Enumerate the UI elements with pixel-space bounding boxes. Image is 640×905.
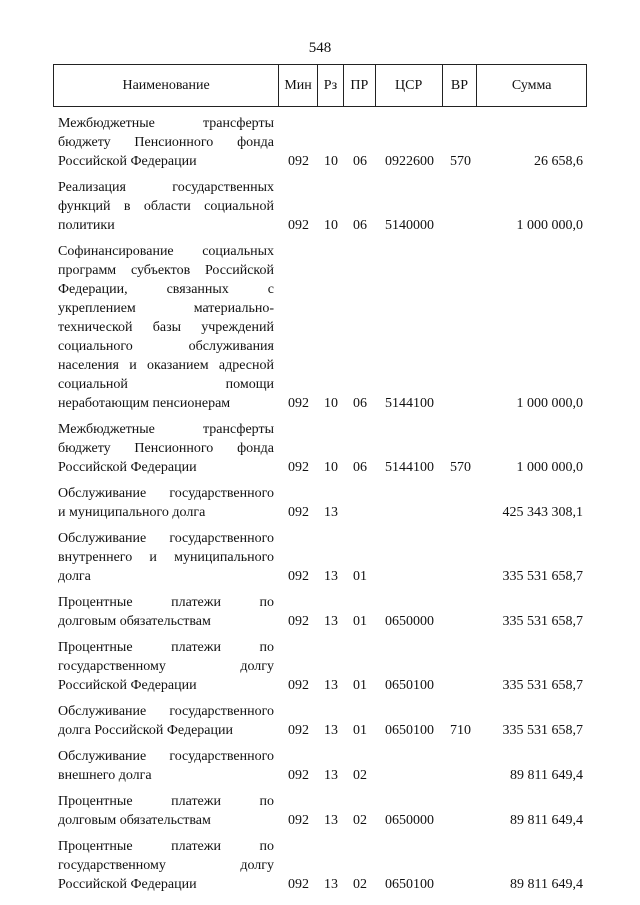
row-name-line: Софинансирование социальных [58, 244, 274, 259]
row-name-line: государственному долгу [58, 659, 274, 674]
table-body [53, 114, 587, 894]
row-csr: 0650100 [385, 723, 434, 738]
row-sum: 1 000 000,0 [516, 396, 583, 411]
table-row [53, 529, 587, 586]
row-rz: 13 [324, 723, 338, 738]
row-pr: 06 [353, 396, 367, 411]
table-row [53, 702, 587, 740]
row-rz: 13 [324, 877, 338, 892]
row-pr: 02 [353, 877, 367, 892]
row-pr: 06 [353, 154, 367, 169]
row-name-line: Процентные платежи по [58, 839, 274, 854]
row-csr: 0650100 [385, 678, 434, 693]
row-vr: 710 [450, 723, 471, 738]
row-csr: 5144100 [385, 460, 434, 475]
row-name-line: Обслуживание государственного [58, 486, 274, 501]
row-min: 092 [288, 768, 309, 783]
row-sum: 89 811 649,4 [510, 877, 583, 892]
row-rz: 13 [324, 569, 338, 584]
row-name [53, 837, 279, 894]
row-name-line: Процентные платежи по [58, 640, 274, 655]
row-name-line: неработающим пенсионерам [58, 396, 231, 411]
row-min: 092 [288, 813, 309, 828]
row-name [53, 638, 279, 695]
row-rz: 13 [324, 614, 338, 629]
table-row [53, 792, 587, 830]
header-name: Наименование [54, 65, 279, 106]
row-rz: 13 [324, 505, 338, 520]
row-name-line: долга [58, 569, 91, 584]
row-name [53, 792, 279, 830]
row-pr: 01 [353, 723, 367, 738]
row-rz: 10 [324, 154, 338, 169]
row-name-line: Обслуживание государственного [58, 749, 274, 764]
row-rz: 13 [324, 813, 338, 828]
header-sum: Сумма [511, 77, 552, 93]
header-csr: ЦСР [376, 65, 443, 106]
row-name-line: технической базы учреждений [58, 320, 274, 335]
row-name-line: внешнего долга [58, 768, 152, 783]
row-sum: 1 000 000,0 [516, 218, 583, 233]
row-pr: 02 [353, 768, 367, 783]
row-name-line: социального обслуживания [58, 339, 274, 354]
row-sum: 1 000 000,0 [516, 460, 583, 475]
row-name-line: бюджету Пенсионного фонда [58, 135, 274, 150]
header-min: Мин [279, 65, 318, 106]
row-name-line: Российской Федерации [58, 154, 197, 169]
table-row [53, 484, 587, 522]
row-rz: 10 [324, 460, 338, 475]
table-row [53, 420, 587, 477]
row-sum: 335 531 658,7 [502, 569, 583, 584]
row-min: 092 [288, 154, 309, 169]
row-pr: 01 [353, 569, 367, 584]
header-rz: Рз [318, 65, 344, 106]
row-name [53, 484, 279, 522]
row-name [53, 178, 279, 235]
row-name [53, 242, 279, 413]
row-name [53, 420, 279, 477]
row-pr: 02 [353, 813, 367, 828]
row-name-line: политики [58, 218, 115, 233]
row-name [53, 529, 279, 586]
row-rz: 10 [324, 396, 338, 411]
row-name-line: долговым обязательствам [58, 614, 211, 629]
row-name [53, 702, 279, 740]
row-csr: 0650000 [385, 813, 434, 828]
row-min: 092 [288, 877, 309, 892]
row-csr: 5140000 [385, 218, 434, 233]
row-name-line: бюджету Пенсионного фонда [58, 441, 274, 456]
row-name-line: и муниципального долга [58, 505, 206, 520]
row-name-line: Российской Федерации [58, 678, 197, 693]
row-name-line: Федерации, связанных с [58, 282, 274, 297]
row-min: 092 [288, 678, 309, 693]
table-row [53, 747, 587, 785]
row-name-line: Обслуживание государственного [58, 531, 274, 546]
row-min: 092 [288, 723, 309, 738]
row-csr: 0650000 [385, 614, 434, 629]
row-vr: 570 [450, 460, 471, 475]
row-min: 092 [288, 396, 309, 411]
row-name-line: Межбюджетные трансферты [58, 116, 274, 131]
row-name-line: укреплением материально- [58, 301, 274, 316]
row-name [53, 747, 279, 785]
table-row [53, 837, 587, 894]
row-csr: 0922600 [385, 154, 434, 169]
row-name-line: Межбюджетные трансферты [58, 422, 274, 437]
table-row [53, 638, 587, 695]
row-rz: 10 [324, 218, 338, 233]
row-sum: 425 343 308,1 [502, 505, 583, 520]
row-name-line: долга Российской Федерации [58, 723, 233, 738]
row-name-line: программ субъектов Российской [58, 263, 274, 278]
table-row [53, 114, 587, 171]
row-min: 092 [288, 505, 309, 520]
row-csr: 0650100 [385, 877, 434, 892]
row-rz: 13 [324, 678, 338, 693]
row-name-line: государственному долгу [58, 858, 274, 873]
header-vr: ВР [443, 65, 478, 106]
row-sum: 335 531 658,7 [502, 678, 583, 693]
row-vr: 570 [450, 154, 471, 169]
row-name-line: Реализация государственных [58, 180, 274, 195]
row-rz: 13 [324, 768, 338, 783]
row-sum: 89 811 649,4 [510, 768, 583, 783]
row-pr: 06 [353, 460, 367, 475]
row-name-line: Российской Федерации [58, 877, 197, 892]
row-name-line: внутреннего и муниципального [58, 550, 274, 565]
row-sum: 26 658,6 [534, 154, 583, 169]
row-name [53, 114, 279, 171]
row-min: 092 [288, 218, 309, 233]
row-min: 092 [288, 569, 309, 584]
page-number: 548 [308, 40, 332, 56]
row-name [53, 593, 279, 631]
row-pr: 06 [353, 218, 367, 233]
row-sum: 89 811 649,4 [510, 813, 583, 828]
row-sum: 335 531 658,7 [502, 723, 583, 738]
row-pr: 01 [353, 678, 367, 693]
table-row [53, 593, 587, 631]
table-row [53, 242, 587, 413]
budget-table [53, 64, 587, 894]
row-min: 092 [288, 614, 309, 629]
row-min: 092 [288, 460, 309, 475]
row-name-line: населения и оказанием адресной [58, 358, 274, 373]
row-name-line: функций в области социальной [58, 199, 274, 214]
table-header [53, 64, 587, 107]
row-name-line: Обслуживание государственного [58, 704, 274, 719]
row-sum: 335 531 658,7 [502, 614, 583, 629]
table-row [53, 178, 587, 235]
row-name-line: Процентные платежи по [58, 794, 274, 809]
row-name-line: социальной помощи [58, 377, 274, 392]
row-name-line: долговым обязательствам [58, 813, 211, 828]
row-name-line: Российской Федерации [58, 460, 197, 475]
row-pr: 01 [353, 614, 367, 629]
header-pr: ПР [344, 65, 376, 106]
row-csr: 5144100 [385, 396, 434, 411]
row-name-line: Процентные платежи по [58, 595, 274, 610]
